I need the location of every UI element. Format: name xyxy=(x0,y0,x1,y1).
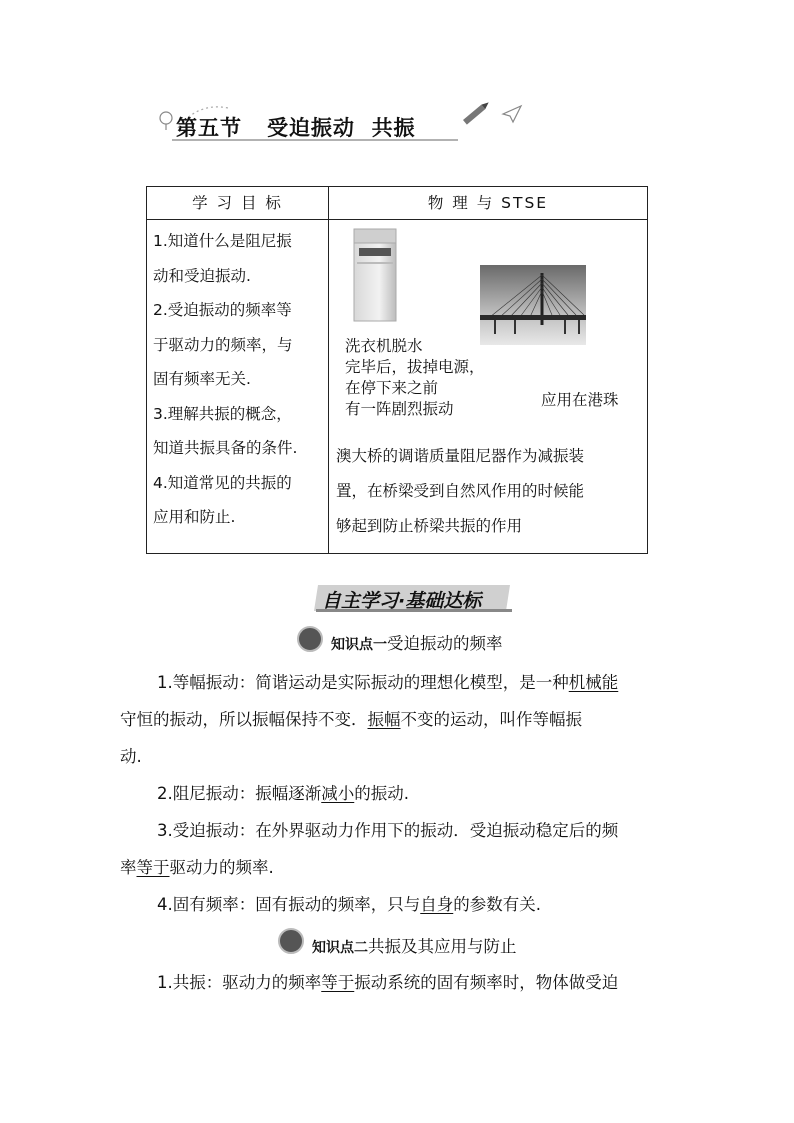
answer-underline: 等于 xyxy=(321,973,355,992)
goal-line: 固有频率无关. xyxy=(153,370,251,388)
text-run: 2.阻尼振动：振幅逐渐 xyxy=(157,784,322,803)
text-run: 1.等幅振动：简谐运动是实际振动的理想化模型，是一种 xyxy=(157,673,569,692)
kp2-title: 共振及其应用与防止 xyxy=(368,937,517,956)
text-run: 不变的运动，叫作等幅振 xyxy=(400,710,582,729)
kp1-paragraph-1-line2 xyxy=(120,701,582,738)
goal-line: 4.知道常见的共振的 xyxy=(153,473,292,492)
kp2-paragraph-1 xyxy=(157,964,618,1001)
bridge-text-line: 澳大桥的调谐质量阻尼器作为减振装 xyxy=(336,447,585,465)
washer-caption-line: 有一阵剧烈振动 xyxy=(345,400,454,418)
section-banner-right: 基础达标 xyxy=(405,590,482,612)
chapter-title: 受迫振动 xyxy=(266,115,355,140)
goal-line: 应用和防止. xyxy=(153,508,236,526)
kp1-paragraph-3-line2 xyxy=(120,849,274,886)
table-header-row xyxy=(147,187,648,220)
goal-line: 2.受迫振动的频率等 xyxy=(153,301,292,319)
bridge-caption: 应用在港珠 xyxy=(541,391,619,409)
answer-underline: 自身 xyxy=(420,895,454,914)
header-cell-goals xyxy=(147,187,329,220)
section-number: 第五节 xyxy=(176,115,242,140)
section-banner xyxy=(322,586,481,613)
goal-line: 3.理解共振的概念， xyxy=(153,404,292,423)
goal-line: 于驱动力的频率，与 xyxy=(153,335,293,354)
kp1-title: 受迫振动的频率 xyxy=(387,634,503,653)
table-body-row xyxy=(147,220,648,554)
kp2-header xyxy=(312,933,517,957)
header-cell-stse xyxy=(329,187,648,220)
goal-line: 动和受迫振动. xyxy=(153,266,251,285)
answer-underline: 减小 xyxy=(321,784,355,803)
learning-goals-table xyxy=(146,186,648,554)
washer-caption-line: 在停下来之前 xyxy=(345,379,439,397)
page-title xyxy=(176,112,416,142)
kp2-label: 知识点二 xyxy=(312,940,368,956)
bridge-text-line: 够起到防止桥梁共振的作用 xyxy=(336,517,523,535)
knowledge-point-icon xyxy=(297,626,323,652)
section-banner-left: 自主学习 xyxy=(322,590,399,612)
bridge-description xyxy=(329,439,647,544)
kp1-paragraph-4 xyxy=(157,886,541,923)
text-run: 4.固有频率：固有振动的频率，只与 xyxy=(157,895,421,914)
text-run: 率 xyxy=(120,858,137,877)
chapter-subtitle: 共振 xyxy=(371,115,416,140)
kp1-paragraph-1-line3: 动. xyxy=(120,747,142,766)
text-run: 振动系统的固有频率时，物体做受迫 xyxy=(354,973,619,992)
answer-underline: 振幅 xyxy=(367,710,401,729)
washer-caption-line: 洗衣机脱水 xyxy=(345,337,423,355)
goal-line: 知道共振具备的条件. xyxy=(153,439,298,457)
section-banner-dot: · xyxy=(398,590,406,612)
header-goals: 学 习 目 标 xyxy=(192,194,283,212)
washer-caption-line: 完毕后，拔掉电源， xyxy=(345,358,485,376)
kp1-header xyxy=(331,630,503,654)
kp1-paragraph-2 xyxy=(157,775,409,812)
goal-line: 1.知道什么是阻尼振 xyxy=(153,232,292,250)
kp1-paragraph-3: 3.受迫振动：在外界驱动力作用下的振动．受迫振动稳定后的频 xyxy=(157,821,619,840)
kp1-paragraph-1 xyxy=(157,664,618,701)
goals-cell xyxy=(147,220,329,554)
text-run: 的参数有关. xyxy=(453,895,541,914)
answer-underline: 等于 xyxy=(136,858,170,877)
header-stse: 物 理 与 STSE xyxy=(427,194,549,212)
bridge-text-line: 置，在桥梁受到自然风作用的时候能 xyxy=(336,482,585,500)
text-run: 1.共振：驱动力的频率 xyxy=(157,973,322,992)
answer-underline: 机械能 xyxy=(568,673,619,692)
knowledge-point-icon xyxy=(278,928,304,954)
text-run: 驱动力的频率. xyxy=(169,858,274,877)
stse-cell xyxy=(329,220,648,554)
bridge-image xyxy=(480,265,586,345)
washer-caption xyxy=(345,336,485,420)
text-run: 守恒的振动，所以振幅保持不变． xyxy=(120,710,368,729)
kp1-label: 知识点一 xyxy=(331,637,387,653)
text-run: 的振动. xyxy=(354,784,409,803)
washing-machine-image xyxy=(353,228,397,322)
